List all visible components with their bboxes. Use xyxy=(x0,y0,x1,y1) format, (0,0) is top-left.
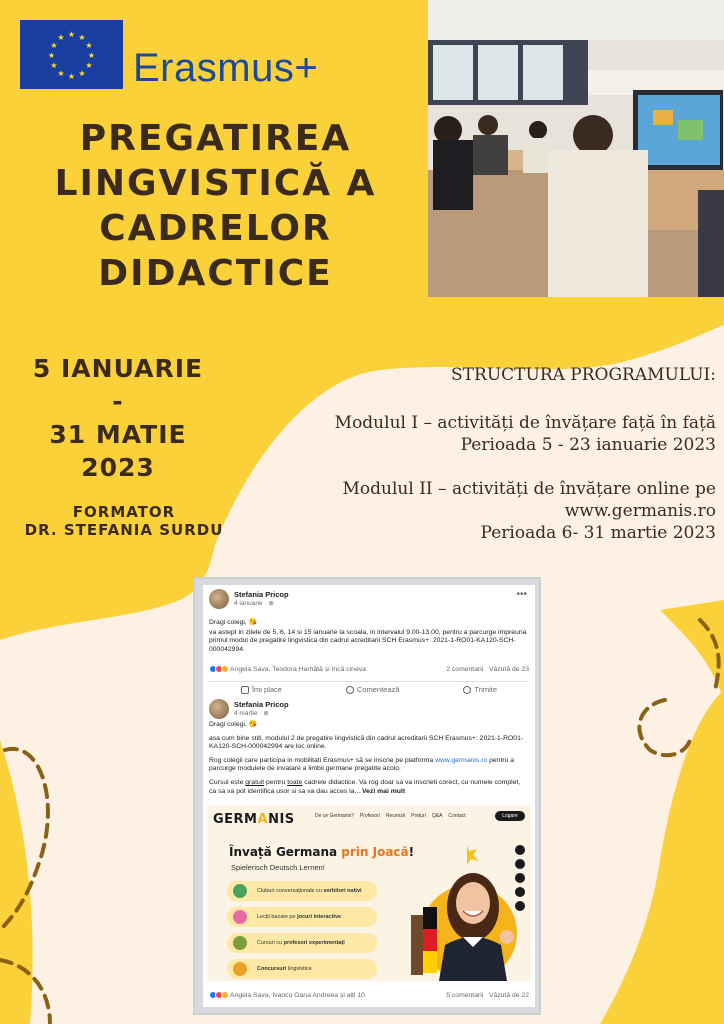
germanis-link[interactable]: www.germanis.ro xyxy=(435,756,488,764)
comments-count[interactable]: 2 comentarii xyxy=(446,665,484,673)
like-label: Îmi place xyxy=(251,685,282,694)
paragraph-text: cadrele didactice. Va rog doar sa va inscrieti corect, cu numele complet, ca sa va pot identifica usor si sa va dau acces la... xyxy=(209,778,521,795)
svg-text:★: ★ xyxy=(47,51,56,60)
post-date[interactable]: 4 martie · ⊕ xyxy=(234,710,269,717)
title-line: LINGVISTICĂ A xyxy=(54,163,377,204)
end-date: 31 MATIE xyxy=(49,420,187,449)
program-structure xyxy=(246,364,716,544)
views-count[interactable]: Văzută de 22 xyxy=(488,991,529,999)
svg-text:★: ★ xyxy=(78,69,86,78)
title-line: CADRELOR xyxy=(99,208,332,249)
nav-item[interactable]: Q&A xyxy=(431,813,443,819)
paragraph-text: pentru a parcurge modulele de invatare a limbii germane pregatite acolo. xyxy=(209,756,515,773)
paragraph-text: Rog colegii care participa in mobilitati Erasmus+ să se inscrie pe platforma xyxy=(209,756,436,764)
feature-text: Lecții bazate pe xyxy=(257,913,298,920)
facebook-post-1 xyxy=(203,585,535,699)
svg-text:★: ★ xyxy=(67,30,76,39)
avatar[interactable] xyxy=(209,589,229,609)
feature-text: Cluburi conversaționale cu xyxy=(257,887,324,894)
reaction-icons[interactable] xyxy=(209,665,227,673)
formator-block xyxy=(4,503,244,539)
post-greeting: Dragi colegi, 😘 xyxy=(209,721,258,728)
headline-highlight: prin Joacă xyxy=(341,845,409,859)
headline-text: Învață Germana xyxy=(229,845,342,859)
period-2: Perioada 6- 31 martie 2023 xyxy=(480,523,716,543)
post-body xyxy=(209,619,529,657)
module-2: Modulul II – activități de învățare online pe xyxy=(342,479,716,499)
post-author[interactable]: Stefania Pricop xyxy=(234,590,289,599)
website-link[interactable]: www.germanis.ro xyxy=(564,501,716,521)
title-line: PREGATIREA xyxy=(79,118,352,159)
svg-text:★: ★ xyxy=(50,41,58,50)
svg-text:★: ★ xyxy=(50,61,58,70)
reactions-row xyxy=(209,991,529,999)
paragraph-text: Cursul este xyxy=(209,778,246,786)
formator-name: DR. STEFANIA SURDU xyxy=(24,521,224,539)
comments-count[interactable]: 5 comentarii xyxy=(446,991,484,999)
feature-text: lingvistice xyxy=(286,965,312,972)
reactions-names[interactable]: Angela Sava, Ivancu Oana Andreea și alți 10 xyxy=(230,991,365,999)
underlined-text: toate xyxy=(287,778,303,786)
svg-text:★: ★ xyxy=(87,51,96,60)
site-nav xyxy=(315,813,466,819)
nav-item[interactable]: De ce Germanis? xyxy=(315,813,354,819)
girl-with-flag-illustration xyxy=(407,845,531,981)
nav-item[interactable]: Profesori xyxy=(359,813,380,819)
nav-item[interactable]: Recenzii xyxy=(385,813,406,819)
reactions-names[interactable]: Angela Sava, Teodora Harhătă și încă cineva xyxy=(230,665,366,673)
paragraph-text: pentru xyxy=(264,778,288,786)
post-paragraph-2 xyxy=(209,757,529,774)
feature-bold: Concursuri xyxy=(257,965,287,972)
reaction-icons[interactable] xyxy=(209,991,227,999)
end-year: 2023 xyxy=(81,453,155,482)
title-line: DIDACTICE xyxy=(98,253,333,294)
eu-flag-logo xyxy=(20,20,123,89)
feature-item xyxy=(227,907,377,927)
feature-item xyxy=(227,881,377,901)
send-label: Trimite xyxy=(474,685,498,694)
site-subtitle: Spielerisch Deutsch Lernen! xyxy=(231,863,325,872)
formator-label: FORMATOR xyxy=(72,503,176,521)
see-more-link[interactable]: Vezi mai mult xyxy=(362,787,406,795)
start-date: 5 IANUARIE xyxy=(32,354,204,383)
toy-icon xyxy=(233,910,247,924)
post-header xyxy=(209,699,289,719)
germanis-logo xyxy=(213,812,295,827)
post-header xyxy=(209,589,289,609)
post-paragraph-3 xyxy=(209,779,529,796)
trophy-icon xyxy=(233,962,247,976)
thumbs-up-icon xyxy=(241,686,249,694)
structure-heading: STRUCTURA PROGRAMULUI: xyxy=(451,365,716,385)
germanis-website-preview[interactable] xyxy=(207,805,531,981)
module-1: Modulul I – activități de învățare față în față xyxy=(334,413,716,433)
svg-text:★: ★ xyxy=(85,61,93,70)
headline-text: ! xyxy=(408,845,415,859)
post-author[interactable]: Stefania Pricop xyxy=(234,700,289,709)
logo-part: GERM xyxy=(213,812,258,827)
post-paragraph-1: asa cum bine stiti, modulul 2 de pregatire lingvistică din cadrul acreditarii SCH Erasmus+: 2021-1-RO01-KA120-SCH-000042994 are loc online. xyxy=(209,734,524,751)
comment-label: Comentează xyxy=(356,685,400,694)
post-date[interactable]: 4 ianuarie · ⊕ xyxy=(234,600,274,607)
nav-item[interactable]: Prețuri xyxy=(411,813,426,819)
feature-item xyxy=(227,933,377,953)
facebook-post-2 xyxy=(203,699,535,1007)
post-actions xyxy=(209,681,529,697)
comment-button[interactable] xyxy=(346,685,400,694)
period-1: Perioada 5 - 23 ianuarie 2023 xyxy=(460,435,716,455)
svg-text:★: ★ xyxy=(85,41,93,50)
reactions-row xyxy=(209,665,529,673)
logo-part: A xyxy=(257,812,269,827)
avatar[interactable] xyxy=(209,699,229,719)
svg-text:★: ★ xyxy=(57,33,65,42)
svg-text:★: ★ xyxy=(67,72,76,81)
program-dates xyxy=(14,352,222,484)
feature-item xyxy=(227,959,377,979)
comment-icon xyxy=(346,686,354,694)
messenger-icon xyxy=(463,686,471,694)
site-headline xyxy=(229,845,414,859)
classroom-photo xyxy=(428,0,724,297)
svg-text:★: ★ xyxy=(78,33,86,42)
more-options-icon[interactable]: ••• xyxy=(516,589,527,600)
login-button[interactable]: Logare xyxy=(495,811,525,821)
underlined-text: gratuit xyxy=(245,778,265,786)
post-greeting: Dragi colegi, 😘 xyxy=(209,619,258,626)
medal-icon xyxy=(233,936,247,950)
views-count[interactable]: Văzută de 23 xyxy=(488,665,529,673)
like-button[interactable] xyxy=(241,685,282,694)
send-button[interactable] xyxy=(463,685,497,694)
svg-text:★: ★ xyxy=(57,69,65,78)
feature-bold: jocuri interactive xyxy=(297,913,342,920)
feature-bold: vorbitori nativi xyxy=(323,887,362,894)
post-text: va astept in zilele de 5, 6, 14 si 15 ianuarie la scoala, in intervalul 9.00-13.00, pentru a parcurge impreuna primul modul de pregatire lingvistica din cadrul acreditarii SCH Erasmus+: 2021-1-RO01-KA120-SCH-000042994. xyxy=(209,628,527,653)
erasmus-logo-text: Erasmus+ xyxy=(133,46,319,90)
facebook-screenshot xyxy=(193,577,541,1015)
nav-item[interactable]: Contact xyxy=(448,813,466,819)
date-dash: - xyxy=(112,387,124,416)
feature-text: Cursuri cu xyxy=(257,939,284,946)
globe-icon xyxy=(233,884,247,898)
feature-bold: profesori experimentați xyxy=(283,939,345,946)
logo-part: NIS xyxy=(268,812,295,827)
post-body xyxy=(209,721,529,799)
page-title xyxy=(18,116,413,296)
